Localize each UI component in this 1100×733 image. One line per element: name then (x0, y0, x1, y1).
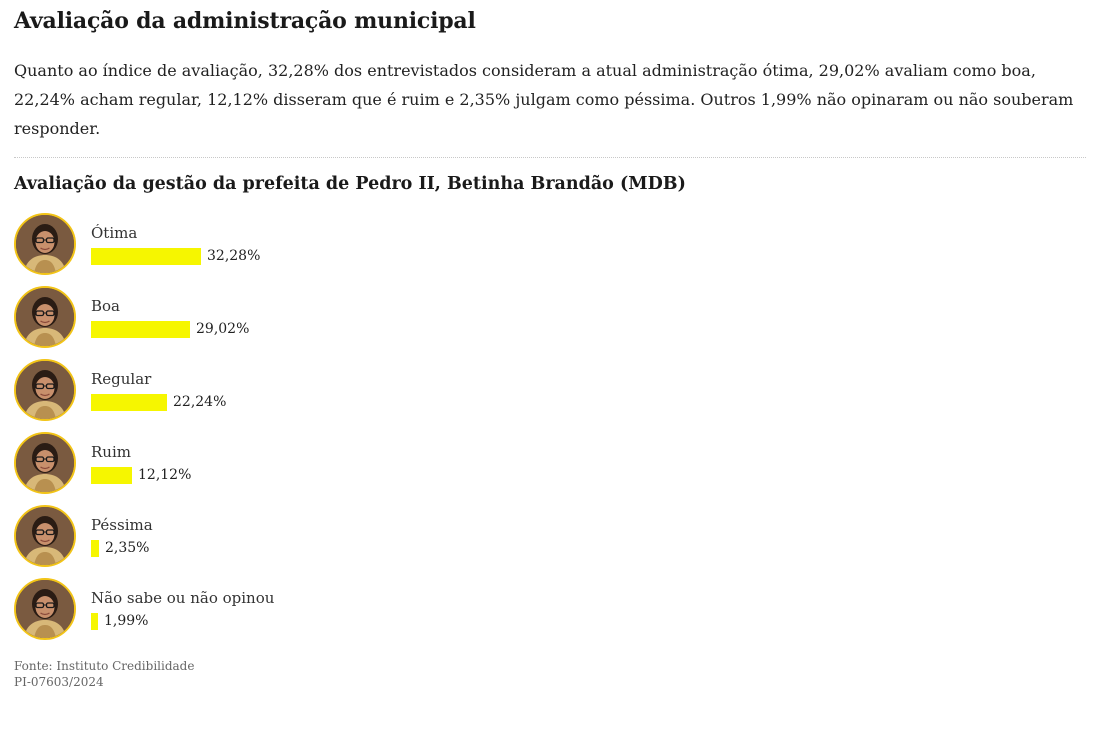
value-label: 29,02% (196, 321, 250, 337)
value-label: 12,12% (138, 467, 192, 483)
article-paragraph: Quanto ao índice de avaliação, 32,28% dos entrevistados consideram a atual administração ótima, 29,02% avaliam como boa, 22,24% acham regular, 12,12% disseram que é ruim e 2,35% julgam como péssima. Outros 1,99% não opinaram ou não souberam responder. (14, 61, 1074, 138)
avatar (14, 213, 76, 275)
category-label: Ruim (91, 443, 131, 461)
avatar (14, 578, 76, 640)
avatar (14, 505, 76, 567)
chart-row (14, 359, 1086, 432)
value-label: 32,28% (207, 248, 261, 264)
bar (91, 394, 167, 411)
divider (14, 157, 1086, 158)
value-label: 22,24% (173, 394, 227, 410)
value-label: 1,99% (104, 613, 149, 629)
value-label: 2,35% (105, 540, 150, 556)
category-label: Boa (91, 297, 120, 315)
page-title: Avaliação da administração municipal (14, 8, 476, 34)
bar-chart (14, 213, 1086, 651)
chart-row (14, 505, 1086, 578)
bar (91, 321, 190, 338)
category-label: Péssima (91, 516, 153, 534)
avatar (14, 286, 76, 348)
chart-row (14, 213, 1086, 286)
registration-number: PI-07603/2024 (14, 675, 104, 689)
source-note: Fonte: Instituto Credibilidade (14, 659, 195, 673)
bar (91, 613, 98, 630)
chart-row (14, 578, 1086, 651)
avatar (14, 432, 76, 494)
chart-title: Avaliação da gestão da prefeita de Pedro II, Betinha Brandão (MDB) (14, 174, 686, 194)
bar (91, 248, 201, 265)
avatar (14, 359, 76, 421)
bar (91, 467, 132, 484)
chart-row (14, 432, 1086, 505)
chart-footer (14, 658, 1086, 690)
bar (91, 540, 99, 557)
category-label: Regular (91, 370, 152, 388)
category-label: Não sabe ou não opinou (91, 589, 275, 607)
category-label: Ótima (91, 224, 138, 242)
chart-row (14, 286, 1086, 359)
